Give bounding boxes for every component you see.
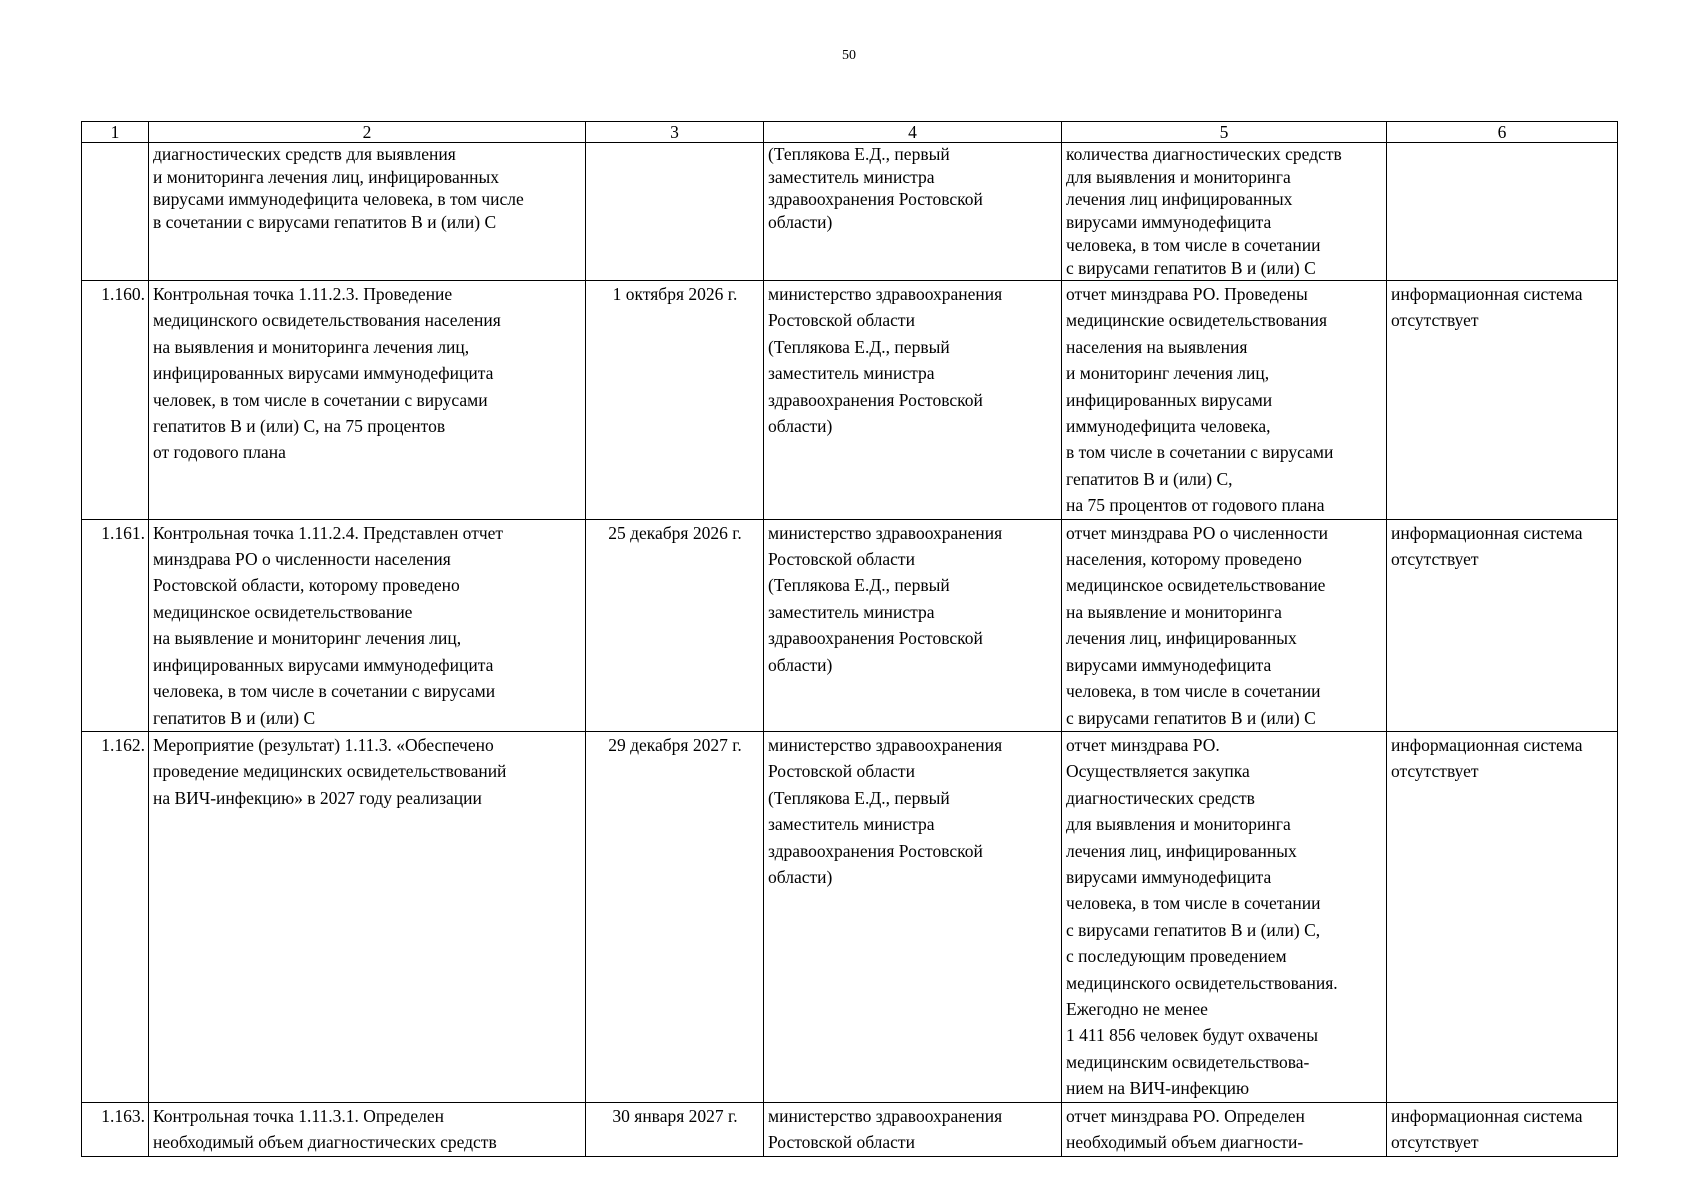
result-text-line: медицинское освидетельствование	[1066, 575, 1326, 596]
deadline-date: 30 января 2027 г.	[612, 1105, 738, 1126]
result-text-line: лечения лиц, инфицированных	[1066, 628, 1297, 649]
result-text-line: населения, которому проведено	[1066, 549, 1302, 570]
result-text-line: населения на выявления	[1066, 336, 1248, 357]
deadline-cell	[586, 731, 764, 1102]
deadline-cell	[586, 519, 764, 731]
result-text-line: медицинским освидетельствова-	[1066, 1051, 1310, 1072]
information-system-cell	[1387, 143, 1618, 281]
responsible-text-line: заместитель министра	[768, 363, 935, 384]
responsible-text-line: заместитель министра	[768, 814, 935, 835]
responsible-text-line: Ростовской области	[768, 549, 915, 570]
responsible-text-line: (Теплякова Е.Д., первый	[768, 144, 950, 164]
event-text-line: медицинского освидетельствования населения	[153, 310, 501, 331]
responsible-text-line: (Теплякова Е.Д., первый	[768, 336, 950, 357]
event-text-line: гепатитов В и (или) С	[153, 707, 316, 728]
result-text-line: отчет минздрава РО о численности	[1066, 522, 1328, 543]
responsible-cell	[764, 519, 1062, 731]
table-row	[82, 1102, 1618, 1156]
information-system-cell	[1387, 731, 1618, 1102]
event-text-line: человек, в том числе в сочетании с вирусами	[153, 389, 488, 410]
event-cell	[149, 281, 586, 520]
page-number: 50	[842, 48, 856, 63]
responsible-text-line: министерство здравоохранения	[768, 734, 1003, 755]
result-document-cell	[1062, 143, 1387, 281]
information-system-cell	[1387, 1102, 1618, 1156]
responsible-text-line: здравоохранения Ростовской	[768, 189, 983, 210]
result-document-cell	[1062, 731, 1387, 1102]
event-cell	[149, 143, 586, 281]
responsible-text-line: области)	[768, 416, 833, 437]
row-number: 1.162.	[101, 734, 145, 755]
result-text-line: отчет минздрава РО. Определен	[1066, 1105, 1305, 1126]
row-number: 1.161.	[101, 522, 145, 543]
row-number-cell	[82, 281, 149, 520]
information-system-cell	[1387, 519, 1618, 731]
responsible-text-line: области)	[768, 866, 833, 887]
result-text-line: вирусами иммунодефицита	[1066, 212, 1272, 233]
result-text-line: и мониторинг лечения лиц,	[1066, 363, 1270, 384]
result-document-cell	[1062, 519, 1387, 731]
result-text-line: нием на ВИЧ-инфекцию	[1066, 1078, 1250, 1099]
row-number: 1.163.	[101, 1105, 145, 1126]
responsible-text-line: здравоохранения Ростовской	[768, 628, 983, 649]
information-system-text-line: отсутствует	[1391, 549, 1479, 570]
result-text-line: отчет минздрава РО. Проведены	[1066, 284, 1308, 304]
event-text-line: минздрава РО о численности населения	[153, 549, 451, 570]
responsible-cell	[764, 731, 1062, 1102]
event-text-line: Ростовской области, которому проведено	[153, 575, 460, 596]
result-document-cell	[1062, 1102, 1387, 1156]
responsible-text-line: министерство здравоохранения	[768, 284, 1003, 304]
result-text-line: лечения лиц инфицированных	[1066, 189, 1293, 210]
event-text-line: необходимый объем диагностических средств	[153, 1132, 497, 1152]
result-text-line: Ежегодно не менее	[1066, 998, 1208, 1019]
event-text-line: человека, в том числе в сочетании с вирусами	[153, 681, 496, 702]
column-header: 4	[764, 122, 1062, 143]
deadline-date: 25 декабря 2026 г.	[608, 522, 742, 543]
information-system-text-line: отсутствует	[1391, 761, 1479, 782]
result-text-line: с вирусами гепатитов В и (или) С	[1066, 707, 1316, 728]
deadline-cell	[586, 281, 764, 520]
event-text-line: на ВИЧ-инфекцию» в 2027 году реализации	[153, 787, 482, 808]
column-header: 6	[1387, 122, 1618, 143]
information-system-text-line: информационная система	[1391, 284, 1583, 304]
result-text-line: человека, в том числе в сочетании	[1066, 893, 1321, 914]
information-system-text-line: информационная система	[1391, 734, 1583, 755]
event-cell	[149, 519, 586, 731]
responsible-text-line: области)	[768, 212, 833, 233]
information-system-text-line: отсутствует	[1391, 310, 1479, 331]
result-text-line: гепатитов В и (или) С,	[1066, 468, 1233, 489]
column-header: 5	[1062, 122, 1387, 143]
table-row	[82, 731, 1618, 1102]
row-number-cell	[82, 731, 149, 1102]
information-system-text-line: информационная система	[1391, 522, 1583, 543]
responsible-text-line: области)	[768, 654, 833, 675]
row-number-cell	[82, 143, 149, 281]
event-text-line: гепатитов В и (или) С, на 75 процентов	[153, 416, 446, 437]
result-text-line: для выявления и мониторинга	[1066, 814, 1291, 835]
result-text-line: вирусами иммунодефицита	[1066, 866, 1272, 887]
responsible-text-line: заместитель министра	[768, 601, 935, 622]
result-text-line: Осуществляется закупка	[1066, 761, 1250, 782]
result-text-line: с последующим проведением	[1066, 946, 1287, 967]
result-text-line: иммунодефицита человека,	[1066, 416, 1271, 437]
responsible-cell	[764, 1102, 1062, 1156]
result-text-line: количества диагностических средств	[1066, 144, 1342, 164]
responsible-text-line: (Теплякова Е.Д., первый	[768, 575, 950, 596]
event-text-line: инфицированных вирусами иммунодефицита	[153, 363, 494, 384]
event-text-line: вирусами иммунодефицита человека, в том числе	[153, 189, 524, 210]
row-number: 1.160.	[101, 284, 145, 304]
responsible-text-line: министерство здравоохранения	[768, 1105, 1003, 1126]
event-text-line: от годового плана	[153, 442, 286, 463]
event-text-line: проведение медицинских освидетельствований	[153, 761, 507, 782]
table-row	[82, 519, 1618, 731]
event-text-line: на выявления и мониторинга лечения лиц,	[153, 336, 470, 357]
result-text-line: человека, в том числе в сочетании	[1066, 234, 1321, 255]
responsible-cell	[764, 281, 1062, 520]
responsible-text-line: Ростовской области	[768, 1132, 915, 1152]
result-text-line: вирусами иммунодефицита	[1066, 654, 1272, 675]
event-cell	[149, 731, 586, 1102]
result-text-line: с вирусами гепатитов В и (или) С	[1066, 257, 1316, 278]
event-text-line: на выявление и мониторинг лечения лиц,	[153, 628, 462, 649]
event-cell	[149, 1102, 586, 1156]
result-text-line: необходимый объем диагности-	[1066, 1132, 1304, 1152]
result-text-line: отчет минздрава РО.	[1066, 734, 1220, 755]
row-number-cell	[82, 1102, 149, 1156]
result-text-line: в том числе в сочетании с вирусами	[1066, 442, 1334, 463]
result-text-line: 1 411 856 человек будут охвачены	[1066, 1025, 1318, 1046]
result-text-line: медицинские освидетельствования	[1066, 310, 1328, 331]
result-text-line: диагностических средств	[1066, 787, 1255, 808]
column-header: 1	[82, 122, 149, 143]
event-text-line: диагностических средств для выявления	[153, 144, 456, 164]
column-header: 3	[586, 122, 764, 143]
result-text-line: инфицированных вирусами	[1066, 389, 1273, 410]
result-text-line: для выявления и мониторинга	[1066, 166, 1291, 187]
responsible-text-line: министерство здравоохранения	[768, 522, 1003, 543]
table-row	[82, 143, 1618, 281]
responsible-text-line: Ростовской области	[768, 761, 915, 782]
result-document-cell	[1062, 281, 1387, 520]
responsible-text-line: (Теплякова Е.Д., первый	[768, 787, 950, 808]
event-text-line: инфицированных вирусами иммунодефицита	[153, 654, 494, 675]
result-text-line: лечения лиц, инфицированных	[1066, 840, 1297, 861]
information-system-cell	[1387, 281, 1618, 520]
result-text-line: на выявление и мониторинга	[1066, 601, 1282, 622]
responsible-cell	[764, 143, 1062, 281]
row-number-cell	[82, 519, 149, 731]
event-text-line: Контрольная точка 1.11.3.1. Определен	[153, 1105, 445, 1126]
event-text-line: в сочетании с вирусами гепатитов В и (или) С	[153, 212, 497, 233]
responsible-text-line: здравоохранения Ростовской	[768, 840, 983, 861]
event-text-line: Контрольная точка 1.11.2.3. Проведение	[153, 284, 453, 304]
responsible-text-line: Ростовской области	[768, 310, 915, 331]
deadline-date: 29 декабря 2027 г.	[608, 734, 742, 755]
deadline-cell	[586, 143, 764, 281]
deadline-cell	[586, 1102, 764, 1156]
column-number-header-row	[82, 122, 1618, 143]
information-system-text-line: отсутствует	[1391, 1132, 1479, 1152]
event-text-line: Контрольная точка 1.11.2.4. Представлен отчет	[153, 522, 504, 543]
plan-table	[81, 121, 1618, 1157]
event-text-line: медицинское освидетельствование	[153, 601, 413, 622]
event-text-line: и мониторинга лечения лиц, инфицированных	[153, 166, 499, 187]
deadline-date: 1 октября 2026 г.	[612, 284, 738, 304]
result-text-line: человека, в том числе в сочетании	[1066, 681, 1321, 702]
result-text-line: медицинского освидетельствования.	[1066, 972, 1338, 993]
event-text-line: Мероприятие (результат) 1.11.3. «Обеспечено	[153, 734, 494, 755]
responsible-text-line: заместитель министра	[768, 166, 935, 187]
result-text-line: с вирусами гепатитов В и (или) С,	[1066, 919, 1321, 940]
result-text-line: на 75 процентов от годового плана	[1066, 495, 1325, 516]
table-row	[82, 281, 1618, 520]
responsible-text-line: здравоохранения Ростовской	[768, 389, 983, 410]
column-header: 2	[149, 122, 586, 143]
information-system-text-line: информационная система	[1391, 1105, 1583, 1126]
